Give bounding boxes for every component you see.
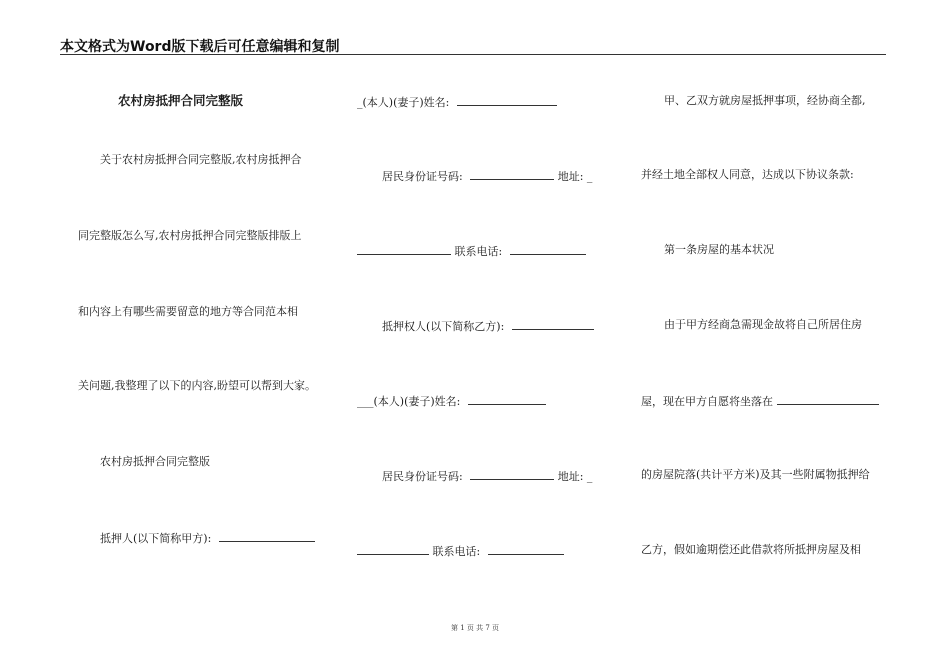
section-heading: 第一条房屋的基本状况 — [664, 243, 774, 256]
id-label-2: 居民身份证号码: — [382, 470, 463, 483]
mortgagor-label: 抵押人(以下简称甲方): — [100, 532, 212, 545]
page-number: 第 1 页 共 7 页 — [450, 624, 500, 632]
clause-line: 的房屋院落(共计平方米)及其一些附属物抵押给 — [641, 468, 870, 481]
phone-label-2: 联系电话: — [432, 545, 481, 558]
paragraph-line: 同完整版怎么写,农村房抵押合同完整版排版上 — [78, 229, 302, 242]
name-label-2: ___(本人)(妻子)姓名: — [357, 395, 461, 408]
name-field-1 — [357, 94, 557, 110]
clause-line: 甲、乙双方就房屋抵押事项，经协商全都, — [664, 94, 866, 107]
mortgagor-field — [100, 530, 315, 546]
id-field-2 — [382, 468, 592, 484]
clause-line: 由于甲方经商急需现金故将自己所居住房 — [664, 318, 862, 331]
blank-line — [457, 94, 557, 106]
name-label-1: _(本人)(妻子)姓名: — [357, 96, 450, 109]
blank-line — [219, 530, 315, 542]
paragraph-line: 和内容上有哪些需要留意的地方等合同范本相 — [78, 305, 298, 318]
blank-line — [777, 393, 879, 405]
phone-field-2 — [357, 543, 564, 559]
paragraph-line: 关于农村房抵押合同完整版,农村房抵押合 — [100, 153, 302, 166]
blank-line — [510, 243, 586, 255]
blank-line — [488, 543, 564, 555]
id-label-1: 居民身份证号码: — [382, 170, 463, 183]
blank-line — [468, 393, 546, 405]
blank-line — [470, 468, 554, 480]
address-label-1: 地址: _ — [557, 170, 593, 183]
header-divider — [60, 54, 886, 55]
subtitle-line: 农村房抵押合同完整版 — [100, 455, 210, 468]
clause-line: 乙方，假如逾期偿还此借款将所抵押房屋及相 — [641, 543, 861, 556]
blank-line — [357, 243, 451, 255]
paragraph-line: 关问题,我整理了以下的内容,盼望可以帮到大家。 — [78, 379, 316, 392]
address-label-2: 地址: _ — [557, 470, 593, 483]
id-field-1 — [382, 168, 592, 184]
document-title: 农村房抵押合同完整版 — [118, 93, 244, 108]
phone-label-1: 联系电话: — [454, 245, 503, 258]
blank-line — [512, 318, 594, 330]
location-label: 屋，现在甲方自愿将坐落在 — [641, 395, 773, 408]
mortgagee-label: 抵押权人(以下简称乙方): — [382, 320, 505, 333]
mortgagee-field — [382, 318, 594, 334]
document-header: 本文格式为Word版下载后可任意编辑和复制 — [60, 39, 340, 55]
name-field-2 — [357, 393, 546, 409]
blank-line — [357, 543, 429, 555]
blank-line — [470, 168, 554, 180]
clause-line: 并经土地全部权人同意，达成以下协议条款: — [641, 168, 854, 181]
clause-line-location — [641, 393, 879, 409]
phone-field-1 — [357, 243, 586, 259]
